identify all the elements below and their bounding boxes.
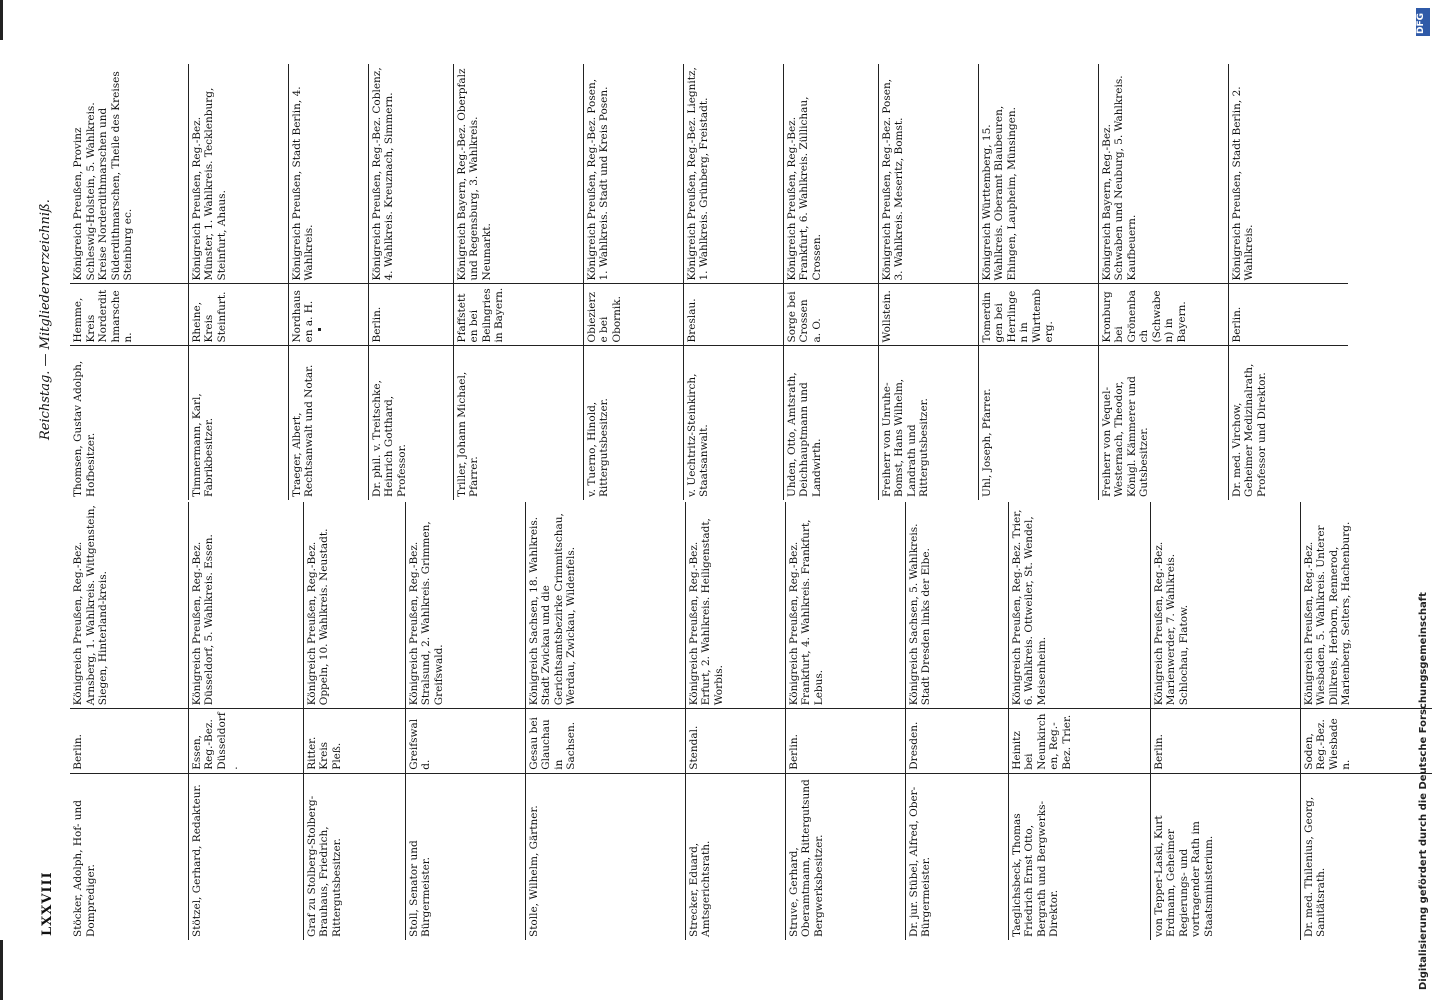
member-residence: Obiezierze bei Obornik. [583,284,683,346]
member-row [583,64,683,500]
member-name: Freiherr von Unruhe-Bomst, Hans Wilhelm, Landrath und Rittergutsbesitzer. [880,378,930,497]
member-row [525,502,685,940]
member-row [70,64,188,500]
member-name: Stöcker, Adolph, Hof- und Domprediger. [72,800,97,937]
member-row [683,64,783,500]
member-constituency: Königreich Preußen, Reg.-Bez. Arnsberg, 1. Wahlkreis. Wittgenstein, Siegen, Hinterland-kreis. [70,502,188,709]
member-constituency: Königreich Preußen, Reg.-Bez. Frankfurt, 6. Wahlkreis. Züllichau, Crossen. [783,64,878,284]
member-row [905,502,1008,940]
member-name: Struve, Gerhard, Oberamtmann, Rittergutsund Bergwerksbesitzer. [787,779,825,937]
member-name: Freiherr von Vequel-Westernach, Theodor, Königl. Kämmerer und Gutsbesitzer. [1100,376,1150,497]
member-name: Dr. jur. Stübel, Alfred, Ober-Bürgermeister. [907,786,932,937]
member-row [188,502,303,940]
members-table-right [70,64,1348,500]
member-name: Dr. med. Virchow, Geheimer Medizinalrath, Professor und Direktor. [1230,363,1268,497]
member-name: Stoll, Senator und Bürgermeister. [407,840,432,937]
member-row [978,64,1098,500]
member-constituency: Königreich Preußen, Reg.-Bez. Oppeln, 10. Wahlkreis. Neustadt. [303,502,405,709]
member-constituency: Königreich Preußen, Reg.-Bez. Frankfurt, 4. Wahlkreis. Frankfurt, Lebus. [785,502,905,709]
member-residence: Tomerdingen bei Herrlingen in Württemberg. [978,284,1098,346]
member-row [453,64,583,500]
member-residence: Wollstein. [878,284,978,346]
member-residence: Berlin. [368,284,453,346]
member-row [1150,502,1300,940]
member-name: Dr. med. Thilenius, Georg, Sanitätsrath. [1302,796,1327,937]
member-name: Dr. phil. v. Treitschke, Heinrich Gotthard, Professor. [370,380,408,497]
member-constituency: Königreich Preußen, Reg.-Bez. Coblenz, 4. Wahlkreis. Kreuznach, Simmern. [368,64,453,284]
member-row [288,64,368,500]
member-name: Triller, Johann Michael, Pfarrer. [455,371,480,497]
member-constituency: Königreich Bayern, Reg.-Bez. Oberpfalz und Regensburg, 3. Wahlkreis. Neumarkt. [453,64,583,284]
member-residence: Hemme, Kreis Norderdithmarschen. [70,284,188,346]
member-residence: Dresden. [905,709,1008,773]
member-row [685,502,785,940]
member-row [405,502,525,940]
member-constituency: Königreich Sachsen, 18. Wahlkreis. Stadt Zwickau und die Gerichtsamtsbezirke Crimmitschau, Werdau, Zwickau, Wildenfels. [525,502,685,709]
member-residence: Berlin. [1228,284,1348,346]
member-name: Traeger, Albert, Rechtsanwalt und Notar. [290,364,315,497]
member-row [188,64,288,500]
member-constituency: Königreich Preußen, Reg.-Bez. Erfurt, 2. Wahlkreis. Heiligenstadt, Worbis. [685,502,785,709]
member-constituency: Königreich Sachsen, 5. Wahlkreis. Stadt Dresden links der Elbe. [905,502,1008,709]
member-constituency: Königreich Preußen, Stadt Berlin, 4. Wahlkreis. [288,64,368,284]
member-row [1300,502,1432,940]
member-constituency: Königreich Preußen, Reg.-Bez. Trier, 6. Wahlkreis. Ottweiler, St. Wendel, Meisenheim. [1008,502,1150,709]
member-name: Timmermann, Karl, Fabrikbesitzer. [190,393,215,497]
member-constituency: Königreich Preußen, Reg.-Bez. Marienwerder, 7. Wahlkreis. Schlochau, Flatow. [1150,502,1300,709]
member-constituency: Königreich Preußen, Stadt Berlin, 2. Wahlkreis. [1228,64,1348,284]
member-residence: Kronburg bei Grönenbach (Schwaben) in Bayern. [1098,284,1228,346]
member-residence: Ritter. Kreis Pleß. [303,709,405,773]
member-row [878,64,978,500]
running-title: Reichstag. — Mitgliederverzeichniß. [38,199,53,440]
member-residence: Berlin. [1150,709,1300,773]
member-constituency: Königreich Preußen, Reg.-Bez. Münster, 1. Wahlkreis. Tecklenburg, Steinfurt, Ahaus. [188,64,288,284]
member-constituency: Königreich Preußen, Reg.-Bez. Liegnitz, 1. Wahlkreis. Grünberg, Freistadt. [683,64,783,284]
member-name: v. Uechtritz-Steinkirch, Staatsanwalt. [685,373,710,497]
dfg-logo [1416,8,1430,36]
page-number: LXXVIII [40,871,55,936]
member-name: Uhden, Otto, Amtsrath, Deichhauptmann und Landwirth. [785,372,823,497]
member-residence: Berlin. [70,709,188,773]
member-constituency: Königreich Preußen, Reg.-Bez. Wiesbaden, 5. Wahlkreis. Unterer Dillkreis, Herborn, Rennerod, Marienberg, Selters, Hachenburg. [1300,502,1432,709]
member-row [783,64,878,500]
member-constituency: Königreich Preußen, Reg.-Bez. Düsseldorf, 5. Wahlkreis. Essen. [188,502,303,709]
member-residence: Sorge bei Crossen a. O. [783,284,878,346]
members-table-right-body [70,64,1348,500]
member-row [368,64,453,500]
member-row [70,502,188,940]
member-residence: Pfaffstetten bei Beilngries in Bayern. [453,284,583,346]
member-residence: Greifswald. [405,709,525,773]
member-residence: Essen, Reg.-Bez. Düsseldorf. [188,709,303,773]
member-residence: Nordhausen a. H. [288,284,368,346]
member-residence: Breslau. [683,284,783,346]
member-constituency: Königreich Preußen, Provinz Schleswig-Holstein, 5. Wahlkreis. Kreise Norderdithmarschen und Süderdithmarschen, Theile des Kreises Steinburg ec. [70,64,188,284]
member-row [785,502,905,940]
member-row [1008,502,1150,940]
member-residence: Berlin. [785,709,905,773]
member-name: Uhl, Joseph, Pfarrer. [980,388,993,497]
member-constituency: Königreich Bayern, Reg.-Bez. Schwaben und Neuburg, 5. Wahlkreis. Kaufbeuern. [1098,64,1228,284]
member-name: Taeglichsbeck, Thomas Friedrich Ernst Otto, Bergrath und Bergwerks-Direktor. [1010,800,1060,937]
member-name: Thomsen, Gustav Adolph, Hofbesitzer. [72,360,97,497]
member-name: v. Tuerno, Hinold, Rittergutsbesitzer. [585,398,610,497]
digitization-credit: Digitalisierung gefördert durch die Deutsche Forschungsgemeinschaft [1418,592,1429,990]
member-residence: Soden, Reg.-Bez. Wiesbaden. [1300,709,1432,773]
member-constituency: Königreich Preußen, Reg.-Bez. Stralsund, 2. Wahlkreis. Grimmen, Greifswald. [405,502,525,709]
member-constituency: Königreich Württemberg, 15. Wahlkreis. Oberamt Blaubeuren, Ehingen, Laupheim, Münsingen. [978,64,1098,284]
member-constituency: Königreich Preußen, Reg.-Bez. Posen, 3. Wahlkreis. Meseritz, Bomst. [878,64,978,284]
member-residence: Heinitz bei Neunkirchen, Reg.-Bez. Trier. [1008,709,1150,773]
member-residence: Stendal. [685,709,785,773]
member-residence: Gesau bei Glauchau in Sachsen. [525,709,685,773]
member-constituency: Königreich Preußen, Reg.-Bez. Posen, 1. Wahlkreis. Stadt und Kreis Posen. [583,64,683,284]
member-residence: Rheine, Kreis Steinfurt. [188,284,288,346]
members-table-left [70,502,1432,940]
members-table-left-body [70,502,1432,940]
member-name: Stolle, Wilhelm, Gärtner. [527,805,540,937]
member-name: Strecker, Eduard, Amtsgerichtsrath. [687,840,712,937]
member-name: von Tepper-Laski, Kurt Erdmann, Geheimer Regierungs- und vortragender Rath im Staatsministerium. [1152,815,1215,937]
member-row [303,502,405,940]
member-name: Graf zu Stolberg-Stolberg-Brauhaus, Friedrich, Rittergutsbesitzer. [305,795,343,937]
dfg-logo-text: DFG [1416,12,1426,34]
member-name: Stötzel, Gerhard, Redakteur. [190,784,203,937]
member-row [1098,64,1228,500]
member-row [1228,64,1348,500]
